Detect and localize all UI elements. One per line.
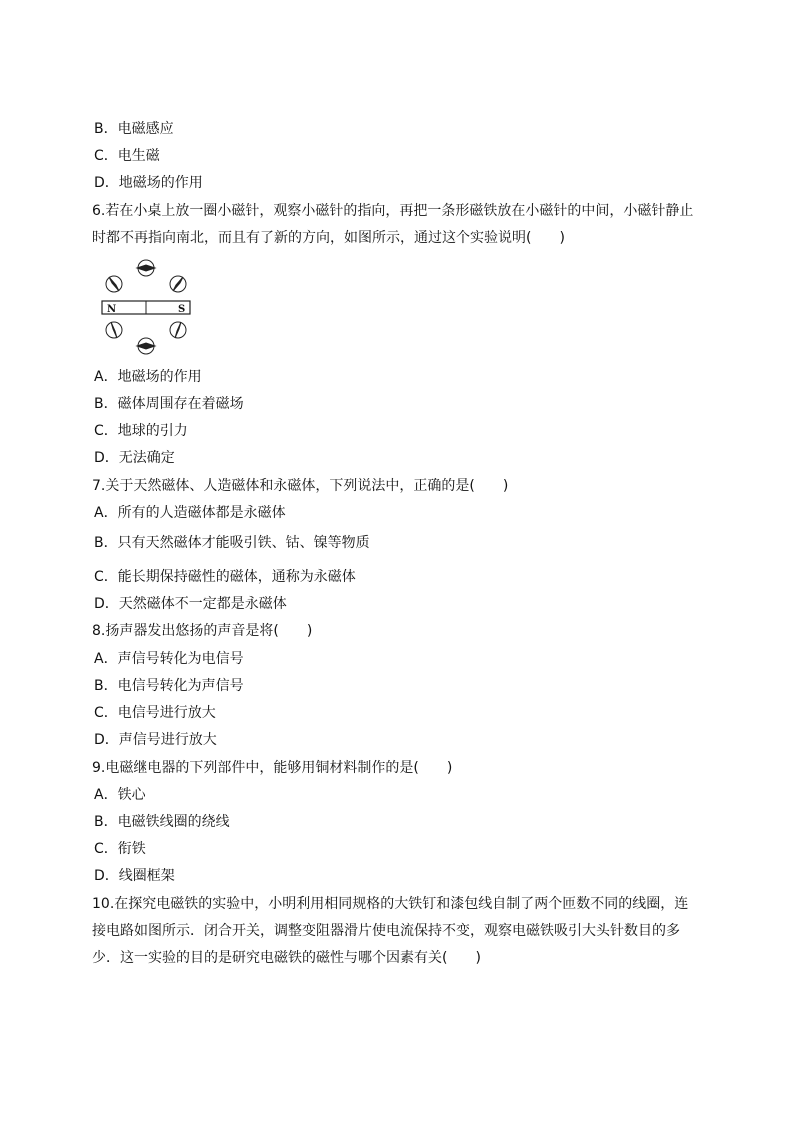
q7-option-d: D．天然磁体不一定都是永磁体	[94, 596, 287, 612]
q9-option-c: C．衔铁	[94, 841, 146, 857]
magnet-south-label: S	[178, 304, 186, 315]
q8-option-c: C．电信号进行放大	[94, 705, 216, 721]
q10-stem-line1: 10.在探究电磁铁的实验中，小明利用相同规格的大铁钉和漆包线自制了两个匝数不同的线圈，连	[92, 896, 689, 912]
q8-option-d: D．声信号进行放大	[94, 732, 217, 748]
q9-option-b: B．电磁铁线圈的绕线	[94, 814, 230, 830]
q6-option-b: B．磁体周围存在着磁场	[94, 396, 244, 412]
q5-option-b: B．电磁感应	[94, 121, 174, 137]
q9-stem: 9.电磁继电器的下列部件中，能够用铜材料制作的是( )	[92, 760, 453, 776]
q8-stem: 8.扬声器发出悠扬的声音是将( )	[92, 623, 313, 639]
q10-stem-line3: 少．这一实验的目的是研究电磁铁的磁性与哪个因素有关( )	[92, 950, 481, 966]
compass-icon	[170, 322, 186, 338]
magnet-north-label: N	[107, 304, 117, 315]
q7-stem: 7.关于天然磁体、人造磁体和永磁体，下列说法中，正确的是( )	[92, 478, 509, 494]
q5-option-d: D．地磁场的作用	[94, 175, 203, 191]
q7-option-b: B．只有天然磁体才能吸引铁、钴、镍等物质	[94, 535, 370, 551]
q7-option-c: C．能长期保持磁性的磁体，通称为永磁体	[94, 569, 356, 585]
q10-stem-line2: 接电路如图所示．闭合开关，调整变阻器滑片使电流保持不变，观察电磁铁吸引大头针数目的多	[92, 923, 680, 939]
q7-option-a: A．所有的人造磁体都是永磁体	[94, 505, 286, 521]
q6-option-a: A．地磁场的作用	[94, 369, 202, 385]
q5-option-c: C．电生磁	[94, 148, 160, 164]
compass-icon	[106, 276, 122, 292]
q9-option-d: D．线圈框架	[94, 868, 175, 884]
compass-icon	[137, 338, 155, 354]
q6-stem-line1: 6.若在小桌上放一圈小磁针，观察小磁针的指向，再把一条形磁铁放在小磁针的中间，小磁针静止	[92, 203, 694, 219]
compass-icon	[170, 276, 186, 292]
compass-icon	[106, 322, 122, 338]
q6-figure-compass-magnet	[96, 258, 196, 366]
q6-stem-line2: 时都不再指向南北，而且有了新的方向，如图所示，通过这个实验说明( )	[92, 230, 565, 246]
q8-option-a: A．声信号转化为电信号	[94, 651, 244, 667]
compass-icon	[137, 260, 155, 276]
q9-option-a: A．铁心	[94, 787, 146, 803]
q8-option-b: B．电信号转化为声信号	[94, 678, 244, 694]
q6-option-c: C．地球的引力	[94, 423, 188, 439]
q6-option-d: D．无法确定	[94, 450, 175, 466]
